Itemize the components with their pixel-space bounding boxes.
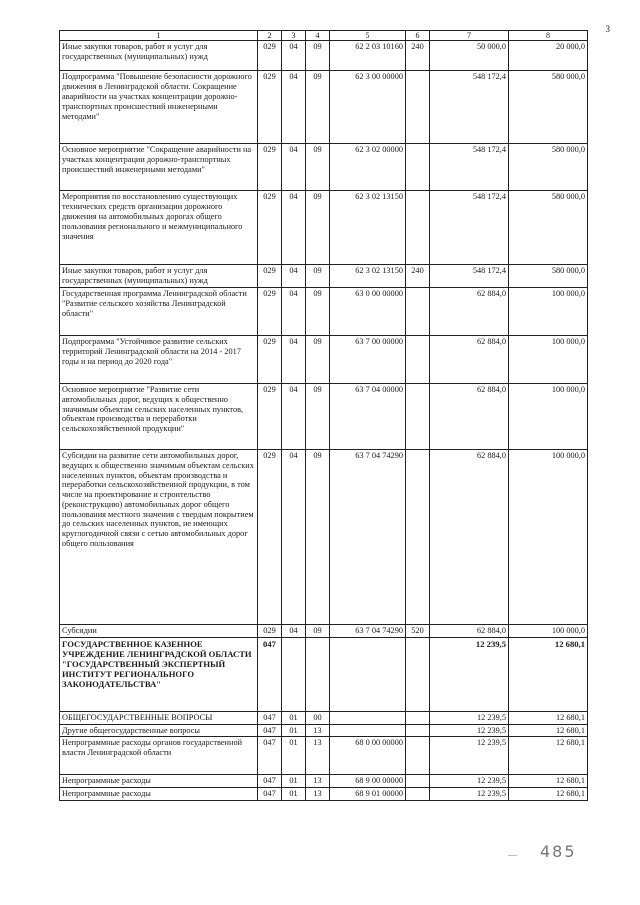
row-value-cell — [406, 191, 430, 265]
row-label-cell: Другие общегосударственные вопросы — [60, 724, 258, 737]
table-row — [60, 265, 588, 288]
row-value-cell: 520 — [406, 625, 430, 638]
footer-dash: — — [508, 850, 517, 860]
row-value-cell — [406, 711, 430, 724]
row-value-cell: 029 — [258, 450, 282, 625]
row-value-cell: 12 680,1 — [509, 788, 588, 801]
row-value-cell: 029 — [258, 265, 282, 288]
row-label-cell: Основное мероприятие "Развитие сети автомобильных дорог, ведущих к общественно значимым объектам сельских населенных пунктов, объектам производства и переработки сельскохозяйственной продукции" — [60, 384, 258, 450]
row-value-cell: 62 884,0 — [430, 625, 509, 638]
row-value-cell: 04 — [282, 144, 306, 191]
row-value-cell: 13 — [306, 788, 330, 801]
table-row — [60, 724, 588, 737]
row-value-cell: 62 3 00 00000 — [330, 71, 406, 144]
row-value-cell — [282, 637, 306, 711]
table-row — [60, 788, 588, 801]
column-header: 2 — [258, 31, 282, 41]
row-value-cell: 62 3 02 13150 — [330, 265, 406, 288]
row-value-cell: 100 000,0 — [509, 625, 588, 638]
row-value-cell: 68 9 01 00000 — [330, 788, 406, 801]
row-value-cell: 580 000,0 — [509, 71, 588, 144]
row-value-cell: 029 — [258, 71, 282, 144]
row-value-cell: 12 680,1 — [509, 724, 588, 737]
row-value-cell: 50 000,0 — [430, 41, 509, 71]
row-value-cell: 047 — [258, 737, 282, 775]
row-value-cell — [406, 288, 430, 336]
row-value-cell: 62 3 02 00000 — [330, 144, 406, 191]
row-value-cell: 04 — [282, 265, 306, 288]
row-value-cell — [306, 637, 330, 711]
column-header: 8 — [509, 31, 588, 41]
row-value-cell — [406, 71, 430, 144]
row-value-cell: 62 884,0 — [430, 288, 509, 336]
row-value-cell: 01 — [282, 775, 306, 788]
row-value-cell: 09 — [306, 288, 330, 336]
row-value-cell: 13 — [306, 724, 330, 737]
table-row — [60, 737, 588, 775]
row-value-cell: 580 000,0 — [509, 144, 588, 191]
row-value-cell: 029 — [258, 625, 282, 638]
row-value-cell: 100 000,0 — [509, 384, 588, 450]
table-row — [60, 41, 588, 71]
row-value-cell: 01 — [282, 724, 306, 737]
row-value-cell — [406, 450, 430, 625]
row-label-cell: Подпрограмма "Повышение безопасности дорожного движения в Ленинградской области. Сокращение аварийности на участках концентрации дорожно-транспортных происшествий инженерными методами" — [60, 71, 258, 144]
row-label-cell: Государственная программа Ленинградской области "Развитие сельского хозяйства Ленинградской области" — [60, 288, 258, 336]
row-value-cell: 00 — [306, 711, 330, 724]
table-row — [60, 144, 588, 191]
row-value-cell: 029 — [258, 288, 282, 336]
row-value-cell: 100 000,0 — [509, 288, 588, 336]
row-value-cell — [406, 788, 430, 801]
row-value-cell: 09 — [306, 384, 330, 450]
row-value-cell: 029 — [258, 191, 282, 265]
row-value-cell: 01 — [282, 788, 306, 801]
row-value-cell: 04 — [282, 625, 306, 638]
row-value-cell: 580 000,0 — [509, 265, 588, 288]
table-row — [60, 191, 588, 265]
row-label-cell: Основное мероприятие "Сокращение аварийности на участках концентрации дорожно-транспортных происшествий инженерными методами" — [60, 144, 258, 191]
row-value-cell — [330, 711, 406, 724]
table-row — [60, 336, 588, 384]
page-number: 3 — [605, 24, 610, 34]
row-value-cell: 63 7 00 00000 — [330, 336, 406, 384]
row-value-cell: 13 — [306, 737, 330, 775]
row-value-cell: 12 239,5 — [430, 737, 509, 775]
row-label-cell: Непрограммные расходы — [60, 775, 258, 788]
row-value-cell: 04 — [282, 384, 306, 450]
row-value-cell: 01 — [282, 711, 306, 724]
row-value-cell: 12 239,5 — [430, 711, 509, 724]
row-value-cell: 09 — [306, 265, 330, 288]
budget-table — [59, 30, 588, 801]
row-value-cell — [406, 724, 430, 737]
row-value-cell: 09 — [306, 336, 330, 384]
row-value-cell: 63 7 04 00000 — [330, 384, 406, 450]
row-value-cell: 09 — [306, 625, 330, 638]
row-value-cell: 047 — [258, 724, 282, 737]
row-value-cell: 047 — [258, 775, 282, 788]
row-value-cell: 62 2 03 10160 — [330, 41, 406, 71]
row-value-cell: 62 3 02 13150 — [330, 191, 406, 265]
row-value-cell: 047 — [258, 711, 282, 724]
row-value-cell — [406, 637, 430, 711]
row-value-cell: 09 — [306, 144, 330, 191]
row-value-cell: 68 9 00 00000 — [330, 775, 406, 788]
row-value-cell: 047 — [258, 788, 282, 801]
column-header: 6 — [406, 31, 430, 41]
row-value-cell: 548 172,4 — [430, 191, 509, 265]
row-value-cell — [406, 384, 430, 450]
row-value-cell: 12 680,1 — [509, 775, 588, 788]
row-value-cell: 04 — [282, 336, 306, 384]
row-value-cell: 548 172,4 — [430, 71, 509, 144]
row-value-cell: 62 884,0 — [430, 336, 509, 384]
row-value-cell: 09 — [306, 450, 330, 625]
row-value-cell: 100 000,0 — [509, 336, 588, 384]
row-value-cell: 029 — [258, 41, 282, 71]
row-value-cell: 12 680,1 — [509, 637, 588, 711]
row-label-cell: Непрограммные расходы органов государственной власти Ленинградской области — [60, 737, 258, 775]
table-row — [60, 625, 588, 638]
row-value-cell: 100 000,0 — [509, 450, 588, 625]
row-value-cell — [406, 737, 430, 775]
row-value-cell: 029 — [258, 384, 282, 450]
row-label-cell: Субсидии — [60, 625, 258, 638]
row-label-cell: Иные закупки товаров, работ и услуг для государственных (муниципальных) нужд — [60, 41, 258, 71]
row-value-cell: 09 — [306, 41, 330, 71]
row-value-cell: 62 884,0 — [430, 450, 509, 625]
row-value-cell: 04 — [282, 450, 306, 625]
row-label-cell: Иные закупки товаров, работ и услуг для государственных (муниципальных) нужд — [60, 265, 258, 288]
row-value-cell — [330, 637, 406, 711]
row-value-cell: 12 239,5 — [430, 775, 509, 788]
row-value-cell — [406, 144, 430, 191]
row-value-cell: 09 — [306, 71, 330, 144]
row-value-cell: 09 — [306, 191, 330, 265]
row-value-cell: 63 7 04 74290 — [330, 450, 406, 625]
row-value-cell: 12 239,5 — [430, 637, 509, 711]
row-value-cell: 12 680,1 — [509, 737, 588, 775]
row-value-cell: 04 — [282, 191, 306, 265]
table-row — [60, 71, 588, 144]
row-value-cell: 04 — [282, 71, 306, 144]
row-value-cell: 63 7 04 74290 — [330, 625, 406, 638]
row-value-cell: 029 — [258, 336, 282, 384]
row-value-cell: 580 000,0 — [509, 191, 588, 265]
column-header: 4 — [306, 31, 330, 41]
table-row — [60, 775, 588, 788]
row-label-cell: ОБЩЕГОСУДАРСТВЕННЫЕ ВОПРОСЫ — [60, 711, 258, 724]
table-row — [60, 450, 588, 625]
row-value-cell: 548 172,4 — [430, 265, 509, 288]
row-value-cell: 047 — [258, 637, 282, 711]
row-value-cell: 240 — [406, 41, 430, 71]
row-label-cell: Мероприятия по восстановлению существующих технических средств организации дорожного движения на автомобильных дорогах общего пользования регионального и межмуниципального значения — [60, 191, 258, 265]
row-value-cell: 20 000,0 — [509, 41, 588, 71]
row-label-cell: Подпрограмма "Устойчивое развитие сельских территорий Ленинградской области на 2014 - 2017 годы и на период до 2020 года" — [60, 336, 258, 384]
header-row — [60, 31, 588, 41]
table-row — [60, 288, 588, 336]
column-header: 7 — [430, 31, 509, 41]
row-value-cell: 63 0 00 00000 — [330, 288, 406, 336]
row-value-cell: 240 — [406, 265, 430, 288]
table-row — [60, 711, 588, 724]
row-value-cell: 12 680,1 — [509, 711, 588, 724]
row-value-cell: 12 239,5 — [430, 788, 509, 801]
row-value-cell: 548 172,4 — [430, 144, 509, 191]
row-value-cell: 01 — [282, 737, 306, 775]
table-row — [60, 384, 588, 450]
handwritten-page-stamp: 485 — [540, 842, 577, 861]
row-value-cell: 62 884,0 — [430, 384, 509, 450]
row-value-cell: 13 — [306, 775, 330, 788]
row-value-cell — [406, 775, 430, 788]
row-label-cell: Субсидии на развитие сети автомобильных дорог, ведущих к общественно значимым объектам сельских населенных пунктов, объектам производства и переработки сельскохозяйственной продукции, в том числе на проектирование и строительство (реконструкцию) автомобильных дорог общего пользования местного значения с твердым покрытием до сельских населенных пунктов, не имеющих круглогодичной связи с сетью автомобильных дорог общего пользования — [60, 450, 258, 625]
row-value-cell — [406, 336, 430, 384]
row-label-cell: ГОСУДАРСТВЕННОЕ КАЗЕННОЕ УЧРЕЖДЕНИЕ ЛЕНИНГРАДСКОЙ ОБЛАСТИ "ГОСУДАРСТВЕННЫЙ ЭКСПЕРТНЫЙ ИНСТИТУТ РЕГИОНАЛЬНОГО ЗАКОНОДАТЕЛЬСТВА" — [60, 637, 258, 711]
row-value-cell: 029 — [258, 144, 282, 191]
row-value-cell — [330, 724, 406, 737]
column-header: 5 — [330, 31, 406, 41]
row-value-cell: 04 — [282, 41, 306, 71]
row-value-cell: 68 0 00 00000 — [330, 737, 406, 775]
row-value-cell: 04 — [282, 288, 306, 336]
row-value-cell: 12 239,5 — [430, 724, 509, 737]
row-label-cell: Непрограммные расходы — [60, 788, 258, 801]
column-header: 1 — [60, 31, 258, 41]
table-row — [60, 637, 588, 711]
column-header: 3 — [282, 31, 306, 41]
